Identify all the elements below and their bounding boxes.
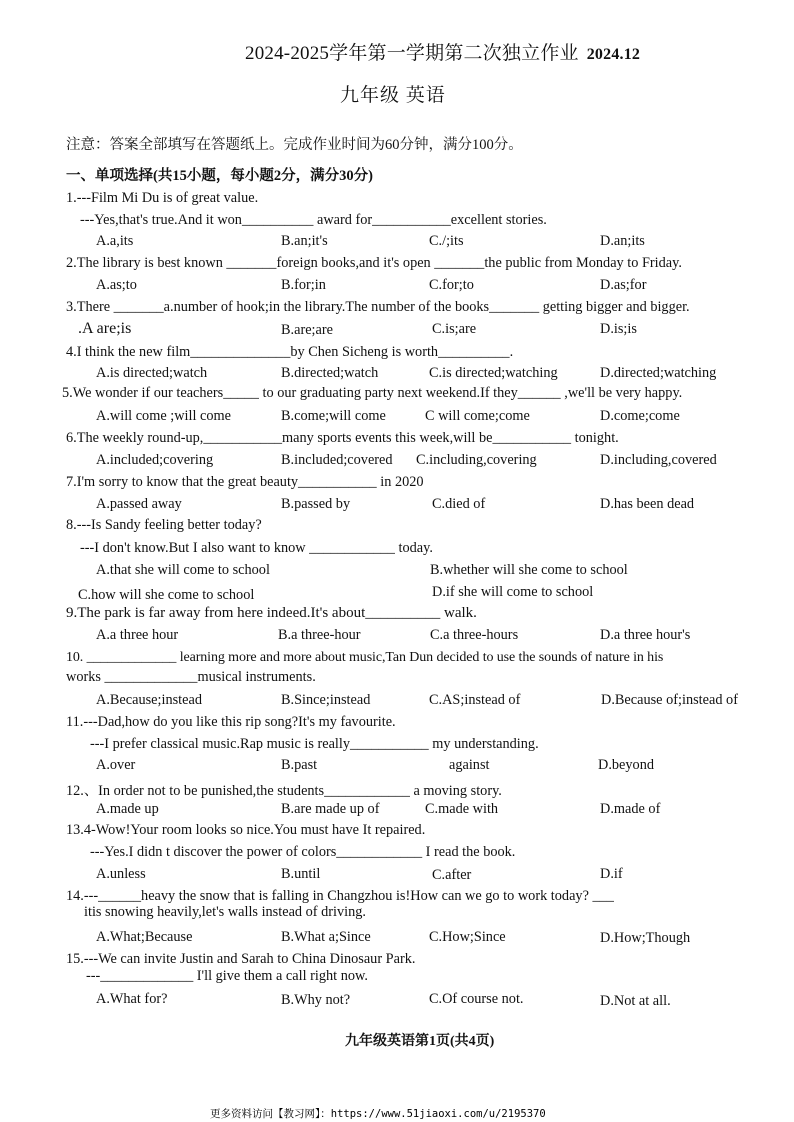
q10-option-d: D.Because of;instead of — [601, 692, 738, 708]
q3-option-d: D.is;is — [600, 321, 637, 337]
q13-option-a: A.unless — [96, 866, 146, 882]
page-footer: 九年级英语第1页(共4页) — [345, 1034, 495, 1049]
q4-option-c: C.is directed;watching — [429, 365, 558, 381]
q14-option-b: B.What a;Since — [281, 929, 371, 945]
q7-option-d: D.has been dead — [600, 496, 695, 512]
notice: 注意：答案全部填写在答题纸上。完成作业时间为60分钟，满分100分。 — [66, 137, 523, 153]
section-heading: 一、单项选择(共15小题，每小题2分，满分30分) — [66, 168, 373, 184]
question-8-reply: ---I don't know.But I also want to know ____________ today. — [80, 540, 433, 556]
q13-option-b: B.until — [281, 866, 321, 882]
q15-option-b: B.Why not? — [281, 992, 351, 1008]
q7-option-b: B.passed by — [281, 496, 351, 512]
q9-option-d: D.a three hour's — [600, 627, 691, 643]
q1-option-a: A.a,its — [96, 233, 134, 249]
question-8-stem: 8.---Is Sandy feeling better today? — [66, 517, 262, 533]
q10-option-c: C.AS;instead of — [429, 692, 521, 708]
q4-option-d: D.directed;watching — [600, 365, 717, 381]
question-13-stem: 13.4-Wow!Your room looks so nice.You must have It repaired. — [66, 822, 426, 838]
question-3-stem: 3.There _______a.number of hook;in the library.The number of the books_______ getting bigger and bigger. — [66, 299, 690, 315]
question-13-reply: ---Yes.I didn t discover the power of colors____________ I read the book. — [90, 844, 516, 860]
q11-option-c: against — [449, 757, 490, 773]
q10-option-b: B.Since;instead — [281, 692, 371, 708]
title-date: 2024.12 — [586, 46, 641, 63]
q5-option-a: A.will come ;will come — [96, 408, 231, 424]
q5-option-c: C will come;come — [425, 408, 530, 424]
q15-option-d: D.Not at all. — [600, 993, 671, 1009]
q15-option-a: A.What for? — [96, 991, 168, 1007]
q11-option-d: D.beyond — [598, 757, 654, 773]
question-6-stem: 6.The weekly round-up,___________many sports events this week,will be___________ tonight. — [66, 430, 619, 446]
q5-option-d: D.come;come — [600, 408, 680, 424]
question-14-cont: itis snowing heavily,let's walls instead of driving. — [84, 904, 366, 920]
question-9-stem: 9.The park is far away from here indeed.It's about__________ walk. — [66, 605, 477, 621]
question-12-stem: 12.、In order not to be punished,the students____________ a moving story. — [66, 783, 502, 799]
q1-option-d: D.an;its — [600, 233, 645, 249]
q14-option-a: A.What;Because — [96, 929, 193, 945]
q11-option-a: A.over — [96, 757, 136, 773]
question-11-reply: ---I prefer classical music.Rap music is really___________ my understanding. — [90, 736, 539, 752]
source-link[interactable]: 更多资料访问【教习网】：https://www.51jiaoxi.com/u/2195370 — [210, 1108, 546, 1120]
page-subtitle: 九年级 英语 — [340, 85, 446, 106]
q1-option-c: C./;its — [429, 233, 464, 249]
question-4-stem: 4.I think the new film______________by Chen Sicheng is worth__________. — [66, 344, 514, 360]
q15-option-c: C.Of course not. — [429, 991, 524, 1007]
question-1-stem: 1.---Film Mi Du is of great value. — [66, 190, 259, 206]
q3-option-b: B.are;are — [281, 322, 333, 338]
q14-option-d: D.How;Though — [600, 930, 691, 946]
q8-option-c: C.how will she come to school — [78, 587, 255, 603]
q12-option-b: B.are made up of — [281, 801, 380, 817]
question-10-stem: 10. _____________ learning more and more about music,Tan Dun decided to use the sounds of nature in his — [66, 650, 664, 665]
q7-option-a: A.passed away — [96, 496, 182, 512]
q6-option-d: D.including,covered — [600, 452, 717, 468]
q4-option-b: B.directed;watch — [281, 365, 379, 381]
q6-option-a: A.included;covering — [96, 452, 214, 468]
q8-option-b: B.whether will she come to school — [430, 562, 628, 578]
q2-option-a: A.as;to — [96, 277, 137, 293]
q12-option-d: D.made of — [600, 801, 661, 817]
q8-option-d: D.if she will come to school — [432, 584, 594, 600]
q4-option-a: A.is directed;watch — [96, 365, 208, 381]
q11-option-b: B.past — [281, 757, 318, 773]
q10-option-a: A.Because;instead — [96, 692, 202, 708]
q7-option-c: C.died of — [432, 496, 486, 512]
question-5-stem: 5.We wonder if our teachers_____ to our graduating party next weekend.If they______ ,we'll be very happy. — [62, 385, 683, 401]
q12-option-a: A.made up — [96, 801, 159, 817]
q6-option-b: B.included;covered — [281, 452, 393, 468]
q3-option-a: .A are;is — [78, 320, 132, 337]
title-text: 2024-2025学年第一学期第二次独立作业 — [245, 43, 579, 64]
q13-option-d: D.if — [600, 866, 623, 882]
question-1-reply: ---Yes,that's true.And it won__________ award for___________excellent stories. — [80, 212, 547, 228]
q9-option-c: C.a three-hours — [430, 627, 519, 643]
q2-option-d: D.as;for — [600, 277, 647, 293]
q1-option-b: B.an;it's — [281, 233, 328, 249]
q6-option-c: C.including,covering — [416, 452, 537, 468]
q14-option-c: C.How;Since — [429, 929, 506, 945]
question-14-stem: 14.---______heavy the snow that is falling in Changzhou is!How can we go to work today? ___ — [66, 888, 614, 904]
q3-option-c: C.is;are — [432, 321, 477, 337]
question-7-stem: 7.I'm sorry to know that the great beauty___________ in 2020 — [66, 474, 424, 490]
q8-option-a: A.that she will come to school — [96, 562, 270, 578]
q9-option-b: B.a three-hour — [278, 627, 361, 643]
question-10-cont: works _____________musical instruments. — [66, 669, 316, 685]
q13-option-c: C.after — [432, 867, 472, 883]
page-title — [245, 38, 640, 65]
q9-option-a: A.a three hour — [96, 627, 179, 643]
question-15-reply: ---_____________ I'll give them a call right now. — [86, 968, 368, 984]
q2-option-b: B.for;in — [281, 277, 326, 293]
question-15-stem: 15.---We can invite Justin and Sarah to China Dinosaur Park. — [66, 951, 416, 967]
q2-option-c: C.for;to — [429, 277, 474, 293]
question-11-stem: 11.---Dad,how do you like this rip song?It's my favourite. — [66, 714, 396, 730]
q5-option-b: B.come;will come — [281, 408, 386, 424]
q12-option-c: C.made with — [425, 801, 499, 817]
question-2-stem: 2.The library is best known _______foreign books,and it's open _______the public from Monday to Friday. — [66, 255, 682, 271]
